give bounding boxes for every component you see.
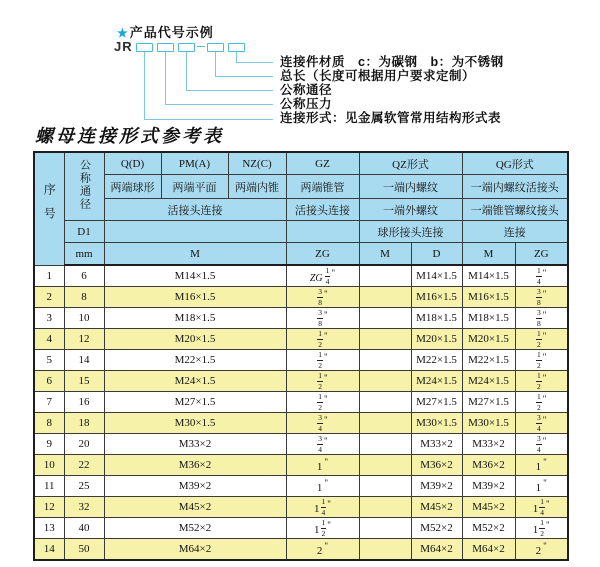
- cell-gz: 1 $\frac{1}{4}$ ": [286, 497, 359, 518]
- cell-seq: 5: [34, 350, 64, 371]
- empty-header-cell: [286, 221, 359, 243]
- code-label-pressure: 公称压力: [280, 97, 333, 111]
- cell-qz-m: [359, 539, 411, 561]
- table-row: [34, 518, 568, 539]
- col-sub-qz-1: 一端内螺纹: [359, 175, 462, 199]
- cell-qg-m: M64×2: [462, 539, 515, 561]
- cell-dn: 32: [64, 497, 104, 518]
- col-sub-pm: 两端平面: [161, 175, 228, 199]
- cell-qg-m: M52×2: [462, 518, 515, 539]
- col-header-dn: 公称通径: [64, 152, 104, 221]
- cell-qg-zg: $\frac{3}{4}$ ": [515, 434, 568, 455]
- cell-seq: 2: [34, 287, 64, 308]
- cell-seq: 4: [34, 329, 64, 350]
- cell-m: M24×1.5: [104, 371, 286, 392]
- cell-qz-m: [359, 434, 411, 455]
- cell-qz-d: M64×2: [411, 539, 462, 561]
- cell-dn: 50: [64, 539, 104, 561]
- cell-qg-zg: $\frac{3}{4}$ ": [515, 413, 568, 434]
- table-row: [34, 371, 568, 392]
- cell-seq: 12: [34, 497, 64, 518]
- cell-qz-d: M45×2: [411, 497, 462, 518]
- table-row: [34, 434, 568, 455]
- star-icon: ★: [117, 26, 129, 40]
- union-joint-header: 活接头连接: [104, 199, 286, 221]
- cell-gz: $\frac{1}{2}$ ": [286, 371, 359, 392]
- cell-dn: 8: [64, 287, 104, 308]
- col-sub-gz: 两端锥管: [286, 175, 359, 199]
- header-row-4: [34, 221, 568, 243]
- cell-qz-d: M30×1.5: [411, 413, 462, 434]
- cell-qg-m: M22×1.5: [462, 350, 515, 371]
- header-row-3: [34, 199, 568, 221]
- cell-dn: 10: [64, 308, 104, 329]
- cell-m: M33×2: [104, 434, 286, 455]
- cell-m: M18×1.5: [104, 308, 286, 329]
- table-body: [34, 265, 568, 560]
- cell-qz-d: M18×1.5: [411, 308, 462, 329]
- col-sub-qz-2: 一端外螺纹: [359, 199, 462, 221]
- cell-qg-zg: $\frac{1}{2}$ ": [515, 392, 568, 413]
- reference-table: [33, 151, 569, 561]
- cell-qz-d: M24×1.5: [411, 371, 462, 392]
- cell-qz-m: [359, 455, 411, 476]
- cell-m: M39×2: [104, 476, 286, 497]
- cell-m: M27×1.5: [104, 392, 286, 413]
- code-label-length: 总长（长度可根据用户要求定制）: [280, 69, 476, 83]
- cell-seq: 14: [34, 539, 64, 561]
- cell-qz-m: [359, 329, 411, 350]
- cell-qg-zg: 1 $\frac{1}{2}$ ": [515, 518, 568, 539]
- col-header-pm: PM(A): [161, 152, 228, 175]
- qg-zg-unit-header: ZG: [515, 243, 568, 266]
- cell-dn: 6: [64, 265, 104, 287]
- header-row-2: [34, 175, 568, 199]
- cell-seq: 6: [34, 371, 64, 392]
- code-label-diameter: 公称通径: [280, 83, 333, 97]
- cell-qz-m: [359, 265, 411, 287]
- col-sub-qg-3: 连接: [462, 221, 568, 243]
- cell-qg-m: M24×1.5: [462, 371, 515, 392]
- cell-qz-m: [359, 371, 411, 392]
- cell-qg-zg: $\frac{1}{2}$ ": [515, 371, 568, 392]
- cell-dn: 18: [64, 413, 104, 434]
- cell-m: M45×2: [104, 497, 286, 518]
- cell-qz-d: M16×1.5: [411, 287, 462, 308]
- cell-qz-m: [359, 287, 411, 308]
- cell-qz-m: [359, 518, 411, 539]
- product-code-heading-text: 产品代号示例: [129, 25, 214, 40]
- zg-unit-header: ZG: [286, 243, 359, 266]
- table-row: [34, 497, 568, 518]
- gz-union-header: 活接头连接: [286, 199, 359, 221]
- table-row: [34, 287, 568, 308]
- cell-qg-zg: 1 ": [515, 476, 568, 497]
- cell-seq: 1: [34, 265, 64, 287]
- cell-gz: $\frac{3}{4}$ ": [286, 434, 359, 455]
- table-row: [34, 539, 568, 561]
- cell-qg-m: M30×1.5: [462, 413, 515, 434]
- table-row: [34, 350, 568, 371]
- cell-qg-zg: 2 ": [515, 539, 568, 561]
- cell-gz: ZG $\frac{1}{4}$ ": [286, 265, 359, 287]
- cell-qg-zg: $\frac{1}{2}$ ": [515, 350, 568, 371]
- cell-qz-d: M14×1.5: [411, 265, 462, 287]
- code-label-material: 连接件材质 c：为碳钢 b：为不锈钢: [280, 55, 504, 69]
- cell-qg-zg: $\frac{3}{8}$ ": [515, 287, 568, 308]
- cell-qz-d: M22×1.5: [411, 350, 462, 371]
- table-row: [34, 413, 568, 434]
- table-row: [34, 329, 568, 350]
- col-header-gz: GZ: [286, 152, 359, 175]
- cell-dn: 22: [64, 455, 104, 476]
- table-row: [34, 476, 568, 497]
- cell-m: M20×1.5: [104, 329, 286, 350]
- col-sub-q: 两端球形: [104, 175, 161, 199]
- header-row-1: [34, 152, 568, 175]
- d1-header: D1: [64, 221, 104, 243]
- header-row-5: [34, 243, 568, 266]
- cell-qz-m: [359, 476, 411, 497]
- cell-gz: $\frac{1}{2}$ ": [286, 392, 359, 413]
- leader-line-connection: [144, 51, 273, 120]
- cell-qz-m: [359, 350, 411, 371]
- cell-seq: 11: [34, 476, 64, 497]
- cell-qz-d: M27×1.5: [411, 392, 462, 413]
- table-row: [34, 308, 568, 329]
- mm-header: mm: [64, 243, 104, 266]
- col-sub-qg-1: 一端内螺纹活接头: [462, 175, 568, 199]
- cell-m: M22×1.5: [104, 350, 286, 371]
- code-label-connection: 连接形式：见金属软管常用结构形式表: [280, 111, 502, 125]
- cell-qg-m: M14×1.5: [462, 265, 515, 287]
- cell-dn: 25: [64, 476, 104, 497]
- col-sub-nz: 两端内锥: [228, 175, 286, 199]
- cell-qz-m: [359, 392, 411, 413]
- cell-qg-m: M33×2: [462, 434, 515, 455]
- cell-gz: $\frac{3}{4}$ ": [286, 413, 359, 434]
- cell-qg-zg: $\frac{1}{2}$ ": [515, 329, 568, 350]
- cell-dn: 14: [64, 350, 104, 371]
- cell-qz-d: M39×2: [411, 476, 462, 497]
- cell-qg-zg: 1 $\frac{1}{4}$ ": [515, 497, 568, 518]
- m-unit-header: M: [104, 243, 286, 266]
- cell-qz-d: M20×1.5: [411, 329, 462, 350]
- cell-seq: 9: [34, 434, 64, 455]
- table-row: [34, 392, 568, 413]
- col-header-nz: NZ(C): [228, 152, 286, 175]
- cell-gz: $\frac{3}{8}$ ": [286, 287, 359, 308]
- cell-m: M36×2: [104, 455, 286, 476]
- col-sub-qz-3: 球形接头连接: [359, 221, 462, 243]
- cell-m: M16×1.5: [104, 287, 286, 308]
- cell-qz-d: M52×2: [411, 518, 462, 539]
- cell-qz-m: [359, 413, 411, 434]
- cell-dn: 40: [64, 518, 104, 539]
- cell-qg-m: M27×1.5: [462, 392, 515, 413]
- cell-gz: 2 ": [286, 539, 359, 561]
- cell-dn: 12: [64, 329, 104, 350]
- cell-gz: 1 ": [286, 455, 359, 476]
- cell-qz-m: [359, 497, 411, 518]
- col-header-q: Q(D): [104, 152, 161, 175]
- cell-gz: $\frac{3}{8}$ ": [286, 308, 359, 329]
- cell-qz-m: [359, 308, 411, 329]
- cell-gz: $\frac{1}{2}$ ": [286, 350, 359, 371]
- cell-dn: 15: [64, 371, 104, 392]
- cell-gz: 1 ": [286, 476, 359, 497]
- col-sub-qg-2: 一端锥管螺纹接头: [462, 199, 568, 221]
- cell-dn: 20: [64, 434, 104, 455]
- cell-qg-m: M20×1.5: [462, 329, 515, 350]
- cell-gz: $\frac{1}{2}$ ": [286, 329, 359, 350]
- cell-gz: 1 $\frac{1}{2}$ ": [286, 518, 359, 539]
- cell-qg-zg: 1 ": [515, 455, 568, 476]
- col-header-qz: QZ形式: [359, 152, 462, 175]
- cell-seq: 10: [34, 455, 64, 476]
- cell-qg-m: M39×2: [462, 476, 515, 497]
- cell-qz-d: M33×2: [411, 434, 462, 455]
- cell-qg-zg: $\frac{3}{8}$ ": [515, 308, 568, 329]
- col-header-qg: QG形式: [462, 152, 568, 175]
- cell-seq: 8: [34, 413, 64, 434]
- product-code-prefix: JR: [114, 39, 133, 54]
- table-row: [34, 265, 568, 287]
- cell-qg-m: M18×1.5: [462, 308, 515, 329]
- empty-header-cell: [104, 221, 286, 243]
- cell-qz-d: M36×2: [411, 455, 462, 476]
- cell-seq: 3: [34, 308, 64, 329]
- cell-dn: 16: [64, 392, 104, 413]
- table-row: [34, 455, 568, 476]
- cell-qg-m: M36×2: [462, 455, 515, 476]
- cell-m: M14×1.5: [104, 265, 286, 287]
- cell-qg-m: M16×1.5: [462, 287, 515, 308]
- section-title: 螺母连接形式参考表: [35, 126, 224, 146]
- qg-m-unit-header: M: [462, 243, 515, 266]
- cell-m: M30×1.5: [104, 413, 286, 434]
- cell-m: M64×2: [104, 539, 286, 561]
- cell-m: M52×2: [104, 518, 286, 539]
- qz-m-unit-header: M: [359, 243, 411, 266]
- cell-seq: 13: [34, 518, 64, 539]
- code-dash: [197, 46, 205, 47]
- qz-d-unit-header: D: [411, 243, 462, 266]
- cell-seq: 7: [34, 392, 64, 413]
- cell-qg-zg: $\frac{1}{4}$ ": [515, 265, 568, 287]
- col-header-seq: 序号: [34, 152, 64, 265]
- cell-qg-m: M45×2: [462, 497, 515, 518]
